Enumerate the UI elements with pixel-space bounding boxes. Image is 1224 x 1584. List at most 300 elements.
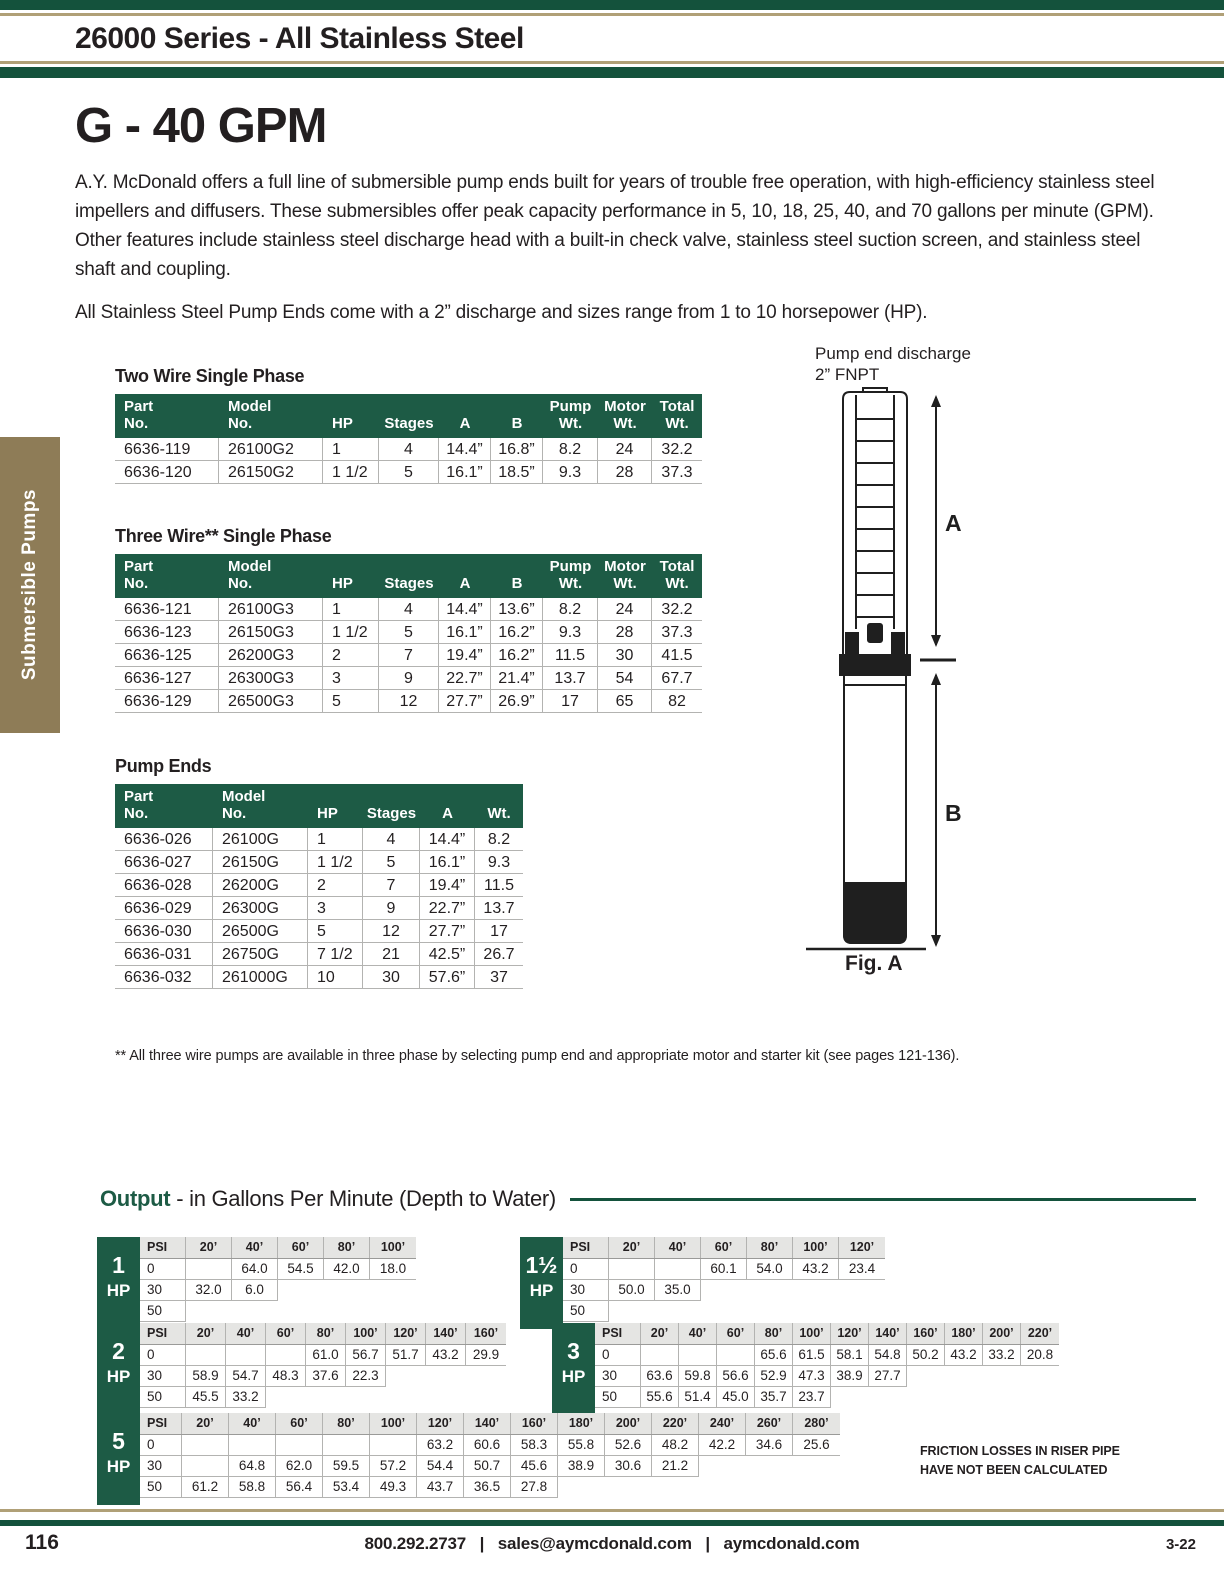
footer-separator: | [705, 1534, 710, 1553]
output-cell: 21.2 [652, 1456, 699, 1477]
table-cell: 3 [308, 897, 363, 920]
output-cell [266, 1345, 306, 1366]
table-cell: 12 [379, 690, 439, 713]
table-cell: 2 [323, 644, 379, 667]
psi-column-header: PSI [140, 1413, 182, 1434]
output-cell: 60.1 [701, 1259, 747, 1280]
column-header: A [459, 415, 471, 433]
depth-column-header: 100’ [793, 1323, 831, 1344]
output-cell [679, 1345, 717, 1366]
depth-column-header: 120’ [849, 1240, 875, 1254]
output-cell: 43.2 [793, 1259, 839, 1280]
psi-cell: 0 [140, 1435, 182, 1456]
table-cell: 10 [308, 966, 363, 989]
output-cell: 62.0 [276, 1456, 323, 1477]
intro-paragraph: A.Y. McDonald offers a full line of submersible pump ends built for years of trouble free operation, with high-efficiency stainless steel impellers and diffusers. These submersibles offer peak capacity performance in 5, 10, 18, 25, 40, and 70 gallons per minute (GPM). Other features include stainless steel discharge head with a built-in check valve, stainless steel suction screen, and stainless steel shaft and coupling. [75, 172, 1155, 280]
output-cell: 42.0 [324, 1259, 370, 1280]
psi-cell: 30 [140, 1280, 186, 1301]
output-cell: 22.3 [346, 1366, 386, 1387]
table-cell: 1 1/2 [323, 621, 379, 644]
table-cell: 16.8” [491, 438, 543, 461]
output-cell: 61.0 [306, 1345, 346, 1366]
output-cell: 27.8 [511, 1477, 558, 1498]
output-cell: 45.0 [717, 1387, 755, 1408]
output-row [140, 1456, 840, 1477]
table-cell: 6636-026 [115, 828, 213, 851]
table-row [115, 690, 702, 713]
output-row [140, 1435, 840, 1456]
table-cell: 8.2 [543, 438, 598, 461]
footer-website: aymcdonald.com [723, 1534, 860, 1553]
depth-column-header: 280’ [804, 1416, 829, 1430]
table-cell: 14.4” [439, 598, 491, 621]
table-row [115, 828, 523, 851]
table-cell: 37.3 [652, 461, 702, 484]
output-header-row [595, 1323, 1059, 1345]
table-cell: 22.7” [439, 667, 491, 690]
table-cell: 21 [363, 943, 420, 966]
output-cell [323, 1435, 370, 1456]
output-cell [655, 1259, 701, 1280]
output-cell: 43.7 [417, 1477, 464, 1498]
output-cell: 63.2 [417, 1435, 464, 1456]
table-cell: 26.9” [491, 690, 543, 713]
table-header-row [115, 784, 523, 828]
column-header: Motor Wt. [604, 398, 646, 433]
table-cell: 65 [598, 690, 652, 713]
output-heading-rest: - in Gallons Per Minute (Depth to Water) [176, 1186, 556, 1211]
output-cell: 58.3 [511, 1435, 558, 1456]
table-cell: 13.6” [491, 598, 543, 621]
column-header: A [459, 575, 471, 593]
column-header: Stages [384, 415, 434, 433]
table-cell: 26150G2 [219, 461, 323, 484]
table-cell: 54 [598, 667, 652, 690]
output-cell: 59.8 [679, 1366, 717, 1387]
table-cell: 26300G3 [219, 667, 323, 690]
tan-rule [0, 61, 1224, 64]
table-cell: 5 [379, 461, 439, 484]
table-cell: 26.7 [475, 943, 523, 966]
table-cell: 37 [475, 966, 523, 989]
output-cell: 37.6 [306, 1366, 346, 1387]
hp-value: 5 [112, 1428, 125, 1454]
pump-body-outline [843, 392, 907, 655]
table-row [115, 461, 702, 484]
table-cell: 30 [598, 644, 652, 667]
output-cell: 43.2 [945, 1345, 983, 1366]
psi-column-header: PSI [140, 1237, 186, 1258]
output-row [140, 1477, 840, 1498]
table-cell: 30 [363, 966, 420, 989]
hp-badge [97, 1323, 140, 1415]
table-cell: 17 [475, 920, 523, 943]
table-cell: 4 [379, 598, 439, 621]
table-cell: 1 [323, 438, 379, 461]
depth-column-header: 80’ [323, 1413, 370, 1434]
pump-coupling-band [840, 655, 910, 675]
table-cell: 6636-123 [115, 621, 219, 644]
table-cell: 2 [308, 874, 363, 897]
table-cell: 12 [363, 920, 420, 943]
motor-end-cap [844, 883, 906, 943]
depth-column-header: 140’ [869, 1323, 907, 1344]
hp-unit: HP [106, 1367, 131, 1386]
output-cell: 56.6 [717, 1366, 755, 1387]
column-header: Part No. [124, 398, 154, 433]
table-cell: 7 [379, 644, 439, 667]
table-cell: 32.2 [652, 598, 702, 621]
table-cell: 16.2” [491, 621, 543, 644]
table-cell: 6636-121 [115, 598, 219, 621]
table-cell: 13.7 [543, 667, 598, 690]
output-cell: 50.7 [464, 1456, 511, 1477]
psi-cell: 0 [140, 1259, 186, 1280]
table-cell: 19.4” [420, 874, 475, 897]
table-cell: 8.2 [475, 828, 523, 851]
hp-badge [97, 1413, 140, 1505]
table-row [115, 897, 523, 920]
output-cell: 64.8 [229, 1456, 276, 1477]
output-header-row [140, 1413, 840, 1435]
output-cell [186, 1259, 232, 1280]
hp-value: 2 [112, 1338, 125, 1364]
table-cell: 5 [308, 920, 363, 943]
table-cell: 5 [323, 690, 379, 713]
table-cell: 19.4” [439, 644, 491, 667]
output-cell: 51.7 [386, 1345, 426, 1366]
table-cell: 9.3 [543, 461, 598, 484]
depth-column-header: 100’ [380, 1240, 406, 1254]
table-cell: 16.1” [420, 851, 475, 874]
output-cell: 61.5 [793, 1345, 831, 1366]
psi-cell: 50 [595, 1387, 641, 1408]
column-header: Motor Wt. [604, 558, 646, 593]
output-cell: 54.4 [417, 1456, 464, 1477]
output-cell: 56.7 [346, 1345, 386, 1366]
table-cell: 7 1/2 [308, 943, 363, 966]
table-cell: 7 [363, 874, 420, 897]
column-header: Total Wt. [659, 558, 695, 593]
spec-table-title: Pump Ends [115, 756, 212, 776]
output-grid [140, 1237, 416, 1322]
output-cell: 58.8 [229, 1477, 276, 1498]
output-cell: 47.3 [793, 1366, 831, 1387]
output-cell: 35.7 [755, 1387, 793, 1408]
output-header-row [140, 1237, 416, 1259]
output-cell: 32.0 [186, 1280, 232, 1301]
output-row [140, 1366, 506, 1387]
top-green-bar [0, 0, 1224, 10]
depth-column-header: 200’ [983, 1323, 1021, 1344]
diagram-label-line2: 2” FNPT [815, 365, 880, 384]
friction-note-line1: FRICTION LOSSES IN RISER PIPE [920, 1444, 1120, 1458]
table-cell: 6636-119 [115, 438, 219, 461]
table-cell: 9 [363, 897, 420, 920]
table-cell: 6636-120 [115, 461, 219, 484]
psi-cell: 50 [140, 1387, 186, 1408]
depth-column-header: 100’ [793, 1237, 839, 1258]
table-cell: 9.3 [475, 851, 523, 874]
output-cell: 64.0 [232, 1259, 278, 1280]
table-cell: 18.5” [491, 461, 543, 484]
table-cell: 14.4” [439, 438, 491, 461]
table-cell: 6636-029 [115, 897, 213, 920]
table-cell: 5 [379, 621, 439, 644]
psi-cell: 50 [140, 1477, 182, 1498]
depth-column-header: 240’ [699, 1413, 746, 1434]
output-cell [609, 1259, 655, 1280]
output-row [140, 1345, 506, 1366]
dim-b-label: B [945, 800, 962, 826]
spec-table-pump-ends [115, 756, 523, 989]
column-header: B [511, 415, 523, 433]
sidebar-tab-submersible-pumps [0, 437, 60, 733]
table-cell: 67.7 [652, 667, 702, 690]
friction-losses-note [920, 1442, 1120, 1480]
table-cell: 26500G [213, 920, 308, 943]
footer-separator: | [479, 1534, 485, 1553]
series-title: 26000 Series - All Stainless Steel [75, 22, 524, 55]
table-cell: 26500G3 [219, 690, 323, 713]
output-table-3hp [552, 1323, 1059, 1415]
depth-column-header: 60’ [701, 1237, 747, 1258]
column-header: Model No. [228, 398, 272, 433]
output-cell: 54.5 [278, 1259, 324, 1280]
table-cell: 6636-030 [115, 920, 213, 943]
output-cell: 55.8 [558, 1435, 605, 1456]
output-cell: 52.9 [755, 1366, 793, 1387]
output-cell: 38.9 [831, 1366, 869, 1387]
table-body [115, 598, 702, 713]
table-header-row [115, 554, 702, 598]
depth-column-header: 160’ [907, 1323, 945, 1344]
psi-cell: 30 [140, 1366, 186, 1387]
column-header: Wt. [487, 805, 511, 823]
table-cell: 26750G [213, 943, 308, 966]
depth-column-header: 20’ [186, 1237, 232, 1258]
output-cell: 38.9 [558, 1456, 605, 1477]
output-cell: 60.6 [464, 1435, 511, 1456]
output-cell [182, 1435, 229, 1456]
table-cell: 16.2” [491, 644, 543, 667]
output-cell: 33.2 [226, 1387, 266, 1408]
depth-column-header: 180’ [558, 1413, 605, 1434]
output-table-2hp [97, 1323, 506, 1415]
column-header: HP [317, 805, 338, 823]
footer-contact [0, 1534, 1224, 1554]
output-row [595, 1387, 1059, 1408]
table-cell: 82 [652, 690, 702, 713]
column-header: Pump Wt. [549, 398, 592, 433]
table-cell: 37.3 [652, 621, 702, 644]
output-cell [182, 1456, 229, 1477]
column-header: HP [332, 415, 353, 433]
table-cell: 6636-129 [115, 690, 219, 713]
output-cell: 23.7 [793, 1387, 831, 1408]
psi-cell: 30 [595, 1366, 641, 1387]
output-heading-strong: Output [100, 1186, 171, 1211]
three-wire-footnote: ** All three wire pumps are available in three phase by selecting pump end and appropriate motor and starter kit (see pages 121-136). [115, 1048, 960, 1064]
table-cell: 8.2 [543, 598, 598, 621]
column-header: Model No. [222, 788, 266, 823]
depth-column-header: 120’ [386, 1323, 426, 1344]
spec-table-title: Two Wire Single Phase [115, 366, 305, 386]
table-row [115, 966, 523, 989]
page-title: G - 40 GPM [75, 99, 327, 153]
table-body [115, 828, 523, 989]
output-cell: 61.2 [182, 1477, 229, 1498]
diagram-label-line1: Pump end discharge [815, 344, 971, 363]
psi-cell: 50 [140, 1301, 186, 1322]
column-header: Total Wt. [659, 398, 695, 433]
table-cell: 26150G [213, 851, 308, 874]
output-grid [563, 1237, 885, 1322]
depth-column-header: 200’ [605, 1413, 652, 1434]
psi-cell: 0 [563, 1259, 609, 1280]
output-cell: 65.6 [755, 1345, 793, 1366]
output-cell: 63.6 [641, 1366, 679, 1387]
depth-column-header: 60’ [266, 1323, 306, 1344]
table-header-row [115, 394, 702, 438]
depth-column-header: 20’ [182, 1413, 229, 1434]
depth-column-header: 80’ [755, 1323, 793, 1344]
output-cell: 35.0 [655, 1280, 701, 1301]
output-row [563, 1280, 885, 1301]
depth-column-header: 20’ [641, 1323, 679, 1344]
output-cell: 20.8 [1021, 1345, 1059, 1366]
table-cell: 26100G [213, 828, 308, 851]
output-grid [595, 1323, 1059, 1408]
depth-column-header: 40’ [229, 1413, 276, 1434]
hp-unit: HP [561, 1367, 586, 1386]
table-row [115, 874, 523, 897]
output-cell: 33.2 [983, 1345, 1021, 1366]
table-cell: 1 1/2 [308, 851, 363, 874]
output-row [563, 1259, 885, 1280]
table-cell: 26300G [213, 897, 308, 920]
table-cell: 1 [308, 828, 363, 851]
output-cell: 48.3 [266, 1366, 306, 1387]
table-cell: 261000G [213, 966, 308, 989]
hp-value: 1 [112, 1252, 125, 1278]
output-cell: 6.0 [232, 1280, 278, 1301]
spec-table-two-wire [115, 366, 702, 484]
psi-column-header: PSI [595, 1323, 641, 1344]
table-cell: 24 [598, 598, 652, 621]
table-cell: 16.1” [439, 461, 491, 484]
table-row [115, 667, 702, 690]
table-row [115, 851, 523, 874]
output-cell: 51.4 [679, 1387, 717, 1408]
green-rule [0, 67, 1224, 78]
table-cell: 3 [323, 667, 379, 690]
footer-email: sales@aymcdonald.com [497, 1534, 692, 1553]
output-cell: 29.9 [466, 1345, 506, 1366]
table-row [115, 943, 523, 966]
table-cell: 28 [598, 621, 652, 644]
table-cell: 11.5 [543, 644, 598, 667]
output-cell: 50.2 [907, 1345, 945, 1366]
hp-badge [97, 1237, 140, 1329]
edition-code: 3-22 [1165, 1536, 1196, 1553]
output-cell: 59.5 [323, 1456, 370, 1477]
table-cell: 9 [379, 667, 439, 690]
discharge-note: All Stainless Steel Pump Ends come with a 2” discharge and sizes range from 1 to 10 horsepower (HP). [75, 302, 928, 323]
column-header: A [442, 805, 453, 823]
hp-unit: HP [529, 1281, 554, 1300]
output-cell: 58.9 [186, 1366, 226, 1387]
output-cell [717, 1345, 755, 1366]
psi-cell: 0 [595, 1345, 641, 1366]
output-cell: 18.0 [370, 1259, 416, 1280]
depth-column-header: 260’ [746, 1413, 793, 1434]
table-cell: 42.5” [420, 943, 475, 966]
table-cell: 6636-032 [115, 966, 213, 989]
output-cell: 34.6 [746, 1435, 793, 1456]
tan-rule [0, 1509, 1224, 1512]
output-cell: 49.3 [370, 1477, 417, 1498]
table-cell: 1 [323, 598, 379, 621]
psi-cell: 30 [140, 1456, 182, 1477]
table-row [115, 438, 702, 461]
table-cell: 26200G3 [219, 644, 323, 667]
psi-cell: 0 [140, 1345, 186, 1366]
table-cell: 41.5 [652, 644, 702, 667]
output-cell: 52.6 [605, 1435, 652, 1456]
output-row [140, 1259, 416, 1280]
depth-column-header: 120’ [831, 1323, 869, 1344]
depth-column-header: 120’ [417, 1413, 464, 1434]
spec-table-title: Three Wire** Single Phase [115, 526, 332, 546]
depth-column-header: 160’ [511, 1413, 558, 1434]
depth-column-header: 40’ [679, 1323, 717, 1344]
output-cell [370, 1435, 417, 1456]
table-body [115, 438, 702, 484]
dim-a-label: A [945, 510, 962, 536]
hp-value: 3 [567, 1338, 580, 1364]
output-cell: 50.0 [609, 1280, 655, 1301]
table-cell: 24 [598, 438, 652, 461]
psi-column-header: PSI [563, 1237, 609, 1258]
output-cell: 43.2 [426, 1345, 466, 1366]
output-row [595, 1345, 1059, 1366]
depth-column-header: 100’ [370, 1413, 417, 1434]
output-cell: 30.6 [605, 1456, 652, 1477]
psi-cell: 50 [563, 1301, 609, 1322]
output-header-row [563, 1237, 885, 1259]
depth-column-header: 140’ [426, 1323, 466, 1344]
table-cell: 6636-125 [115, 644, 219, 667]
depth-column-header: 40’ [232, 1237, 278, 1258]
output-cell: 23.4 [839, 1259, 885, 1280]
output-row [140, 1280, 416, 1301]
output-cell: 56.4 [276, 1477, 323, 1498]
depth-column-header: 80’ [324, 1237, 370, 1258]
table-cell: 9.3 [543, 621, 598, 644]
table-cell: 14.4” [420, 828, 475, 851]
depth-column-header: 60’ [278, 1237, 324, 1258]
psi-column-header: PSI [140, 1323, 186, 1344]
depth-column-header: 40’ [226, 1323, 266, 1344]
output-table-1hp [97, 1237, 416, 1329]
output-cell: 55.6 [641, 1387, 679, 1408]
output-table-5hp [97, 1413, 840, 1505]
footer-phone: 800.292.2737 [364, 1534, 467, 1553]
column-header: Part No. [124, 558, 154, 593]
table-cell: 16.1” [439, 621, 491, 644]
output-cell [186, 1345, 226, 1366]
